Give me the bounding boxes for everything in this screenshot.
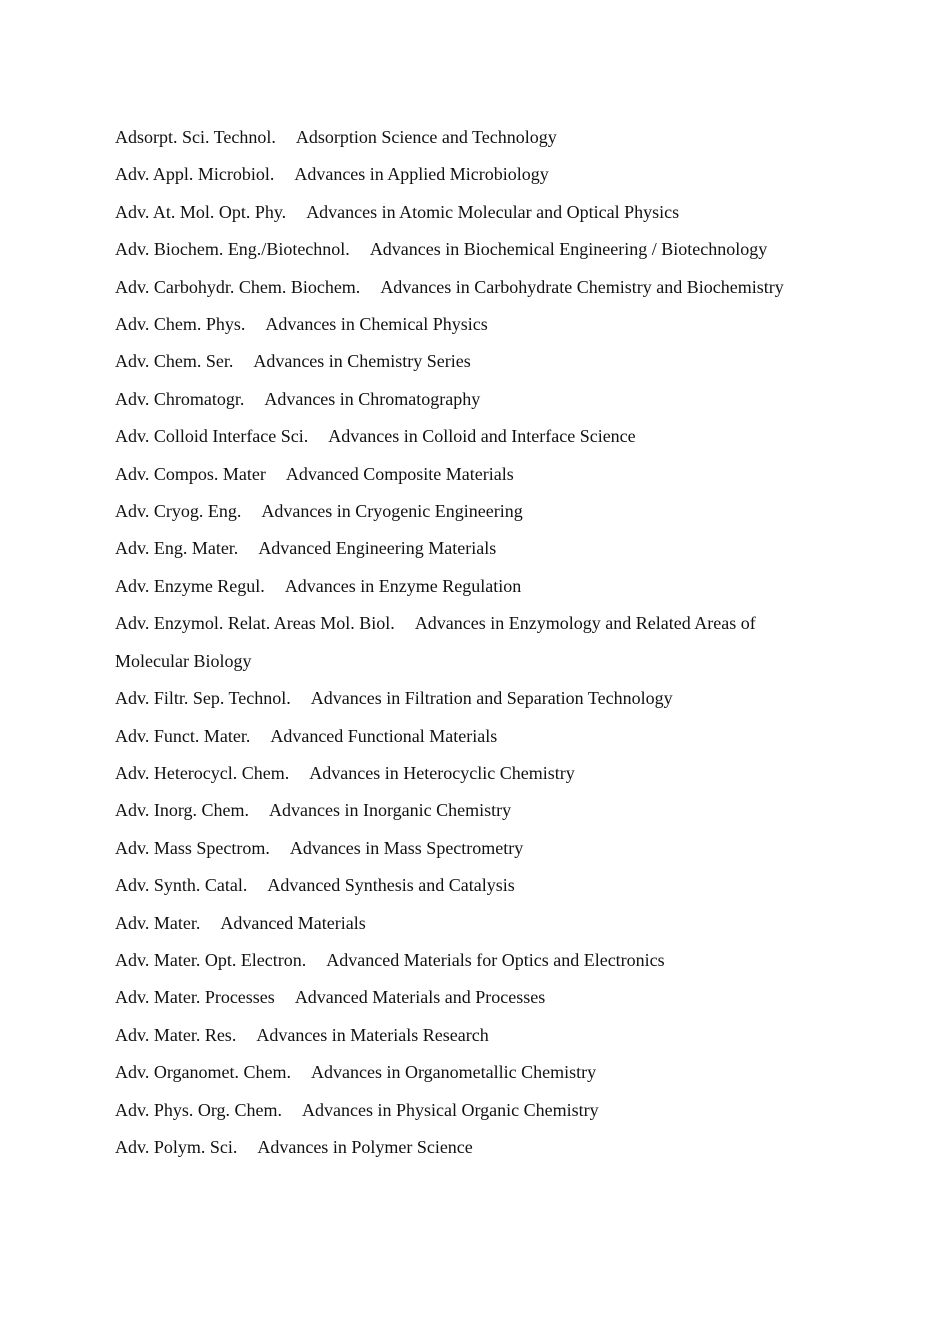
journal-abbreviation-list [115,119,815,1166]
list-item [115,194,815,231]
list-item [115,493,815,530]
journal-abbreviation: Adv. Appl. Microbiol. [115,164,275,185]
journal-full-name: Advances in Enzyme Regulation [284,575,522,596]
journal-abbreviation: Adv. Cryog. Eng. [115,501,242,522]
journal-full-name: Advances in Biochemical Engineering / Biotechnology [369,239,768,260]
journal-full-name: Advances in Carbohydrate Chemistry and Biochemistry [380,276,784,297]
list-item [115,456,815,493]
journal-full-name: Advanced Materials for Optics and Electronics [326,949,665,970]
journal-abbreviation: Adv. Biochem. Eng./Biotechnol. [115,239,350,260]
list-item [115,231,815,268]
journal-full-name: Advanced Synthesis and Catalysis [267,875,515,896]
journal-full-name: Advanced Materials [220,912,366,933]
list-item [115,942,815,979]
list-item [115,269,815,306]
journal-full-name: Advances in Organometallic Chemistry [310,1062,597,1083]
journal-full-name: Advances in Chemistry Series [253,351,471,372]
journal-full-name: Advances in Heterocyclic Chemistry [309,762,575,783]
journal-full-name: Advanced Composite Materials [285,463,514,484]
journal-full-name: Advances in Cryogenic Engineering [261,501,523,522]
journal-full-name: Advances in Enzymology and Related Areas of Molecular Biology [115,613,756,671]
list-item [115,119,815,156]
journal-abbreviation: Adv. Mater. [115,912,201,933]
list-item [115,755,815,792]
journal-full-name: Advances in Polymer Science [257,1136,473,1157]
journal-full-name: Advances in Mass Spectrometry [289,837,524,858]
list-item [115,867,815,904]
journal-abbreviation: Adv. Eng. Mater. [115,538,239,559]
journal-abbreviation: Adv. Colloid Interface Sci. [115,426,309,447]
list-item [115,718,815,755]
journal-full-name: Advances in Inorganic Chemistry [269,800,512,821]
list-item [115,1092,815,1129]
journal-full-name: Advanced Engineering Materials [258,538,497,559]
list-item [115,979,815,1016]
journal-abbreviation: Adv. Enzyme Regul. [115,575,265,596]
journal-full-name: Advances in Applied Microbiology [294,164,549,185]
list-item [115,1129,815,1166]
list-item [115,530,815,567]
journal-abbreviation: Adv. Inorg. Chem. [115,800,249,821]
journal-full-name: Advances in Filtration and Separation Technology [310,688,673,709]
journal-abbreviation: Adv. Mater. Res. [115,1024,237,1045]
journal-abbreviation: Adv. Mater. Opt. Electron. [115,949,307,970]
list-item [115,381,815,418]
list-item [115,905,815,942]
journal-full-name: Advances in Colloid and Interface Science [328,426,636,447]
journal-abbreviation: Adv. Heterocycl. Chem. [115,762,290,783]
journal-full-name: Advances in Atomic Molecular and Optical Physics [306,201,680,222]
journal-abbreviation: Adv. Carbohydr. Chem. Biochem. [115,276,361,297]
journal-abbreviation: Adv. Phys. Org. Chem. [115,1099,283,1120]
journal-abbreviation: Adv. Polym. Sci. [115,1136,238,1157]
list-item [115,1017,815,1054]
journal-abbreviation: Adv. Mass Spectrom. [115,837,270,858]
journal-abbreviation: Adv. Synth. Catal. [115,875,248,896]
list-item [115,156,815,193]
journal-abbreviation: Adv. Organomet. Chem. [115,1062,291,1083]
list-item [115,680,815,717]
list-item [115,306,815,343]
list-item [115,1054,815,1091]
list-item [115,343,815,380]
list-item [115,792,815,829]
journal-full-name: Advances in Materials Research [256,1024,489,1045]
journal-abbreviation: Adv. At. Mol. Opt. Phy. [115,201,287,222]
journal-full-name: Advances in Chemical Physics [265,314,488,335]
list-item [115,418,815,455]
journal-full-name: Advances in Chromatography [264,388,481,409]
journal-abbreviation: Adv. Funct. Mater. [115,725,251,746]
journal-full-name: Advanced Materials and Processes [294,987,546,1008]
journal-full-name: Adsorption Science and Technology [295,127,557,147]
journal-abbreviation: Adv. Compos. Mater [115,463,266,484]
journal-full-name: Advances in Physical Organic Chemistry [302,1099,599,1120]
list-item [115,605,815,680]
list-item [115,830,815,867]
journal-abbreviation: Adv. Chem. Phys. [115,314,246,335]
journal-abbreviation: Adv. Enzymol. Relat. Areas Mol. Biol. [115,613,395,634]
journal-abbreviation: Adsorpt. Sci. Technol. [115,127,276,147]
list-item [115,568,815,605]
journal-abbreviation: Adv. Filtr. Sep. Technol. [115,688,291,709]
journal-full-name: Advanced Functional Materials [270,725,498,746]
journal-abbreviation: Adv. Mater. Processes [115,987,275,1008]
journal-abbreviation: Adv. Chromatogr. [115,388,245,409]
journal-abbreviation: Adv. Chem. Ser. [115,351,234,372]
